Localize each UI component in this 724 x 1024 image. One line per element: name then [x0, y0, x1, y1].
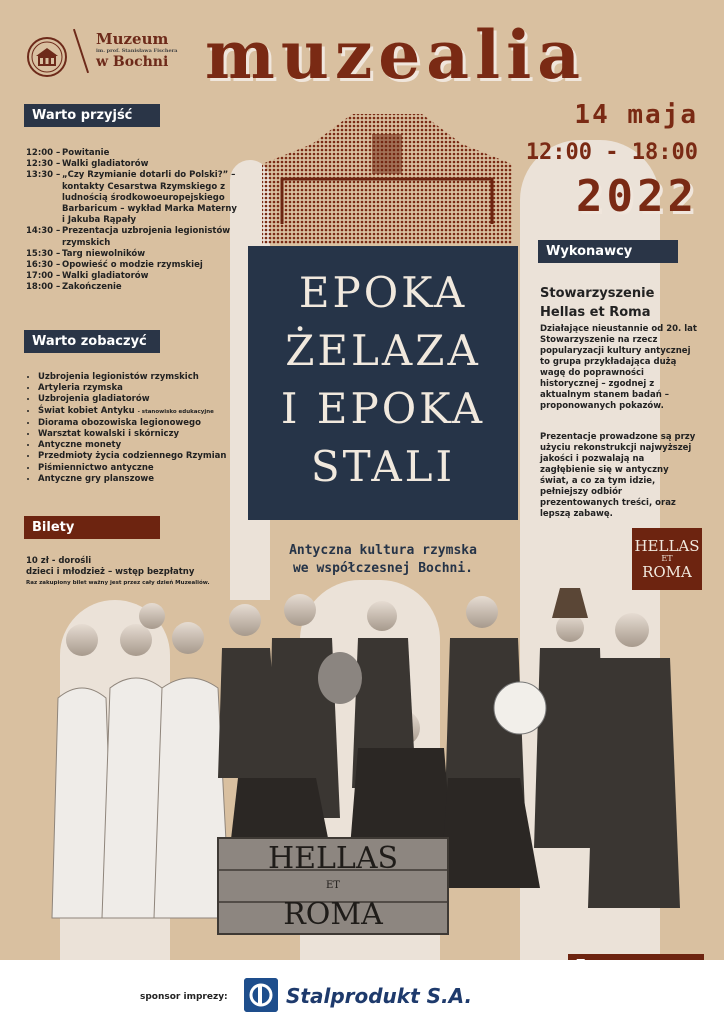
museum-name-line1: Muzeum: [96, 30, 169, 48]
schedule-time: 12:00 –: [26, 148, 61, 158]
event-day: 14 maja: [574, 100, 698, 130]
list-item: • Artyleria rzymska: [38, 383, 253, 394]
schedule-row: [26, 260, 241, 271]
schedule-text: Walki gladiatorów: [62, 159, 149, 170]
schedule-text: Opowieść o modzie rzymskiej: [62, 260, 203, 271]
section-bilety: Bilety: [24, 516, 160, 539]
list-item: • Diorama obozowiska legionowego: [38, 418, 253, 429]
list-item: • Przedmioty życia codziennego Rzymian: [38, 451, 253, 462]
ticket-children: dzieci i młodzież – wstęp bezpłatny: [26, 567, 195, 577]
museum-logo-icon: [26, 36, 68, 78]
badge-line2: ET: [661, 554, 673, 563]
museum-building-image: [252, 104, 522, 244]
event-title: muzealia: [205, 16, 586, 94]
see-list: [26, 372, 253, 485]
subtitle-line2: we współczesnej Bochni.: [292, 561, 473, 576]
schedule-text: Prezentacja uzbrojenia legionistów rzymskich: [62, 226, 231, 248]
ticket-note: Raz zakupiony bilet ważny jest przez cały dzień Muzealiów.: [26, 580, 210, 586]
list-item-text: Świat kobiet Antyku: [38, 405, 135, 416]
ticket-adult: 10 zł - dorośli: [26, 556, 92, 566]
schedule-time: 17:00 –: [26, 271, 61, 282]
badge-line1: HELLAS: [634, 537, 700, 555]
list-item: [38, 406, 253, 418]
hellas-et-roma-logo: [632, 528, 702, 590]
museum-name-line3: w Bochni: [96, 54, 169, 70]
event-year: 2022: [576, 171, 698, 222]
list-item: • Uzbrojenia legionistów rzymskich: [38, 372, 253, 383]
schedule-row: [26, 282, 241, 293]
performer-description-1: Działające nieustannie od 20. lat Stowarzyszenie na rzecz popularyzacji kultury antycznej to grupa przykładająca dużą wagę do poprawności historycznej – zgodnej z aktualnym stanem badań – proponowanych pokazów.: [540, 324, 697, 411]
schedule-row: [26, 271, 241, 282]
tickets-info: [26, 556, 210, 589]
event-hours: 12:00 - 18:00: [525, 140, 698, 165]
performer-name-line2: Hellas et Roma: [540, 305, 651, 320]
schedule-text: Targ niewolników: [62, 248, 146, 259]
list-item: • Warsztat kowalski i skórniczy: [38, 429, 253, 440]
performer-name: [540, 284, 654, 322]
sign-line1: HELLAS: [267, 841, 399, 876]
schedule-time: 18:00 –: [26, 282, 61, 293]
schedule-text: Zakończenie: [62, 282, 122, 293]
group-photo: [40, 588, 700, 948]
main-title-line1: EPOKA: [298, 268, 468, 317]
schedule-row: [26, 170, 241, 226]
schedule-time: 13:30 –: [26, 170, 61, 181]
performer-description-2: Prezentacje prowadzone są przy użyciu rekonstrukcji najwyższej jakości i pozwalają na zagłębienie się w antyczny świat, a co za tym idzie, pełniejszy odbiór prezentowanych treści, oraz lepszą zabawę.: [540, 432, 696, 519]
performer-name-line1: Stowarzyszenie: [540, 286, 655, 301]
schedule-time: 12:30 –: [26, 159, 61, 170]
main-title-line4: STALI: [310, 442, 456, 491]
main-title-line2: ŻELAZA: [285, 326, 481, 375]
badge-line3: ROMA: [642, 563, 692, 581]
event-date: [526, 100, 698, 222]
sign-line2: ET: [326, 880, 340, 891]
schedule-time: 14:30 –: [26, 226, 61, 237]
schedule-text: „Czy Rzymianie dotarli do Polski?” – kontakty Cesarstwa Rzymskiego z ludnością środkowoeuropejskiego Barbaricum – wykład Marka Materny i Jakuba Rąpały: [62, 170, 237, 226]
schedule-row: [26, 249, 241, 260]
section-warto-zobaczyc: Warto zobaczyć: [24, 330, 160, 353]
schedule-row: [26, 159, 241, 170]
sponsor-name: Stalprodukt S.A.: [286, 984, 473, 1008]
subtitle: [238, 542, 528, 578]
museum-name: [96, 30, 178, 70]
sponsor-label: sponsor imprezy:: [140, 992, 228, 1002]
schedule-row: [26, 226, 241, 248]
list-item: • Antyczne gry planszowe: [38, 474, 253, 485]
list-item: • Antyczne monety: [38, 440, 253, 451]
stalprodukt-logo-icon: [244, 978, 278, 1012]
sign-line3: ROMA: [283, 897, 383, 932]
schedule-row: [26, 148, 241, 159]
list-item: • Piśmiennictwo antyczne: [38, 463, 253, 474]
schedule-text: Powitanie: [62, 148, 110, 158]
list-item-note: - stanowisko edukacyjne: [137, 408, 214, 415]
schedule-list: [26, 148, 241, 294]
main-title-panel: [248, 246, 518, 520]
schedule-time: 16:30 –: [26, 260, 61, 271]
schedule-time: 15:30 –: [26, 248, 61, 259]
main-title-line3: I EPOKA: [280, 384, 486, 433]
logo-divider: [73, 29, 89, 73]
museum-name-line2: im. prof. Stanisława Fischera: [96, 48, 178, 54]
schedule-text: Walki gladiatorów: [62, 271, 149, 282]
list-item: • Uzbrojenia gladiatorów: [38, 394, 253, 405]
section-warto-przyjsc: Warto przyjść: [24, 104, 160, 127]
subtitle-line1: Antyczna kultura rzymska: [289, 543, 477, 558]
section-wykonawcy: Wykonawcy: [538, 240, 678, 263]
